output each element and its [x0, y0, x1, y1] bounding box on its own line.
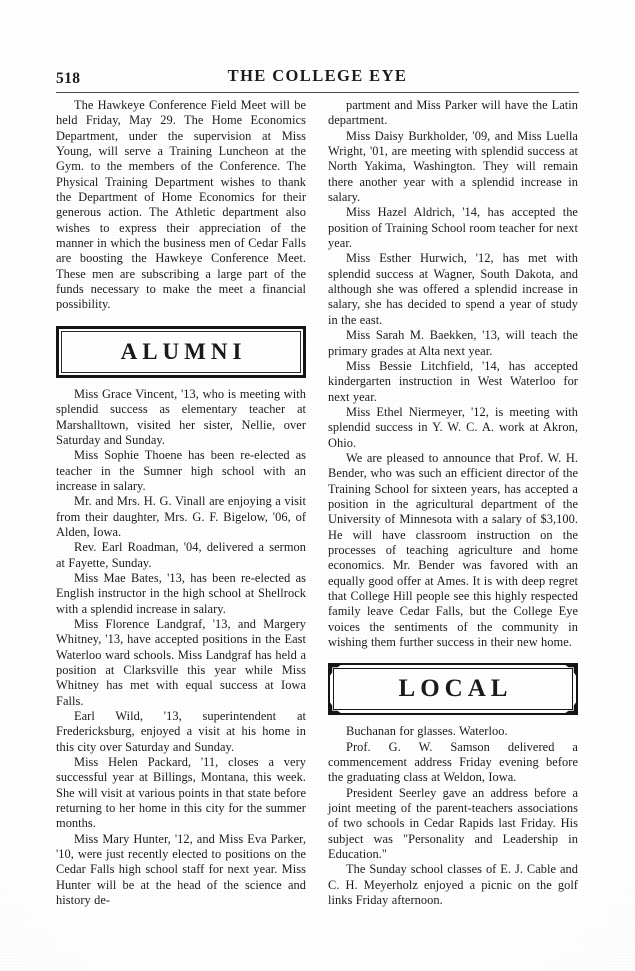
section-header-local — [328, 663, 578, 715]
paragraph: We are pleased to announce that Prof. W. H. Bender, who was such an efficient director of the Training School for sixteen years, has accepted a position in the agricultural department of the University of Minnesota with a salary of $3,100. He will have classroom instruction on the processes of teaching agriculture and home economics. Mr. Bender was favored with an equally good offer at Ames. It is with deep regret that College Hill people see this highly respected family leave Cedar Falls, but the College Eye voices the sentiments of the community in wishing them further success in their new home. — [328, 450, 578, 650]
paragraph: Miss Hazel Aldrich, '14, has accepted the position of Training School room teacher for next year. — [328, 205, 578, 251]
paragraph: Miss Sarah M. Baekken, '13, will teach the primary grades at Alta next year. — [328, 328, 578, 358]
publication-title: THE COLLEGE EYE — [227, 66, 408, 85]
paragraph: Miss Helen Packard, '11, closes a very successful year at Billings, Montana, this week. She will visit at various points in that state before returning to her home in this city for the summer months. — [56, 755, 306, 831]
section-header-alumni — [56, 326, 306, 378]
paragraph: The Sunday school classes of E. J. Cable and C. H. Meyerholz enjoyed a picnic on the golf links Friday afternoon. — [328, 862, 578, 908]
right-column — [328, 98, 578, 909]
two-column-body — [56, 98, 579, 909]
paragraph: President Seerley gave an address before a joint meeting of the parent-teachers associations of two schools in Cedar Rapids last Friday. His subject was "Personality and Leadership in Education." — [328, 785, 578, 862]
paragraph: Mr. and Mrs. H. G. Vinall are enjoying a visit from their daughter, Mrs. G. F. Bigelow, '06, of Alden, Iowa. — [56, 494, 306, 539]
paragraph: Miss Florence Landgraf, '13, and Margery Whitney, '13, have accepted positions in the East Waterloo ward schools. Miss Landgraf has held a position at Clarksville this year while Miss Whitney has met with equal success at Iowa Falls. — [56, 616, 306, 708]
paragraph: The Hawkeye Conference Field Meet will be held Friday, May 29. The Home Economics Department, under the supervision at Miss Young, will serve a Training Luncheon at the Gym. to the members of the Conference. The Physical Training Department wishes to thank the Department of Home Economics for their generous action. The Athletic department also wishes to express their appreciation of the manner in which the business men of Cedar Falls are boosting the Hawkeye Conference Meet. These men are subscribing a large part of the funds necessary to make the meet a financial possibility. — [56, 98, 306, 312]
paragraph: Miss Ethel Niermeyer, '12, is meeting with splendid success in Y. W. C. A. work at Akron, Ohio. — [328, 404, 578, 450]
paragraph: Miss Grace Vincent, '13, who is meeting with splendid success as elementary teacher at Marshalltown, visited her sister, Nellie, over Saturday and Sunday. — [56, 386, 306, 447]
local-box-inner — [333, 668, 573, 710]
paragraph: Buchanan for glasses. Waterloo. — [346, 724, 508, 739]
page-content — [56, 64, 579, 909]
running-head — [56, 64, 579, 90]
paragraph: Miss Daisy Burkholder, '09, and Miss Luella Wright, '01, are meeting with splendid success at North Yakima, Washington. They will remain there another year with a splendid increase in salary. — [328, 128, 578, 205]
paragraph: Miss Bessie Litchfield, '14, has accepted kindergarten instruction in West Waterloo for next year. — [328, 358, 578, 404]
paragraph: Earl Wild, '13, superintendent at Fredericksburg, enjoyed a visit at his home in this city over Saturday and Sunday. — [56, 709, 306, 754]
paragraph: Miss Esther Hurwich, '12, has met with splendid success at Wagner, South Dakota, and although she was offered a splendid increase in salary, she has decided to spend a year of study in the east. — [328, 251, 578, 327]
paragraph: partment and Miss Parker will have the Latin department. — [328, 98, 578, 128]
page-number: 518 — [56, 70, 81, 87]
paragraph: Rev. Earl Roadman, '04, delivered a sermon at Fayette, Sunday. — [56, 540, 306, 570]
paragraph: Miss Mae Bates, '13, has been re-elected as English instructor in the high school at Shellrock with a splendid increase in salary. — [56, 570, 306, 616]
alumni-heading-text: ALUMNI — [120, 338, 247, 364]
alumni-box-inner — [61, 331, 301, 373]
paragraph: Miss Mary Hunter, '12, and Miss Eva Parker, '10, were just recently elected to positions on the Cedar Falls high school staff for next year. Miss Hunter will be at the head of the science and history de- — [56, 831, 306, 908]
paragraph: Miss Sophie Thoene has been re-elected as teacher in the Sumner high school with an increase in salary. — [56, 448, 306, 493]
header-divider-rule — [56, 92, 579, 93]
left-column — [56, 98, 306, 909]
paragraph: Prof. G. W. Samson delivered a commencement address Friday evening before the graduating class at Weldon, Iowa. — [328, 739, 578, 785]
local-heading-text: LOCAL — [398, 675, 513, 703]
